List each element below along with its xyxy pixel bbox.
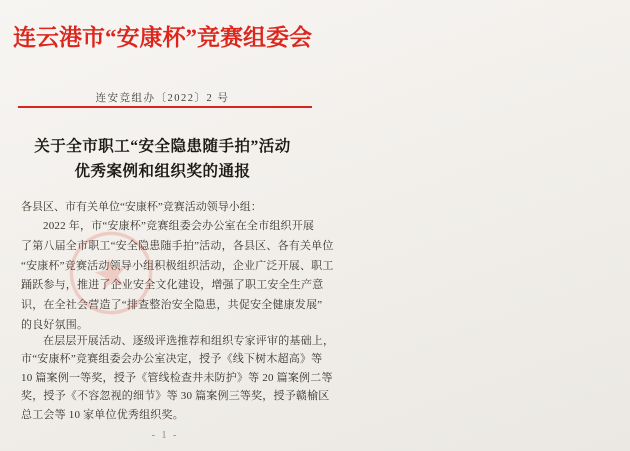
paragraph-2-line: 在层层开展活动、逐级评选推荐和组织专家评审的基础上， bbox=[43, 335, 335, 347]
paragraph-1-line: 识，在全社会营造了“排查整治安全隐患，共促安全健康发展” bbox=[21, 299, 323, 312]
document-title-line-1: 关于全市职工“安全隐患随手拍”活动 bbox=[34, 138, 291, 155]
paragraph-1 bbox=[21, 217, 334, 336]
paragraph-1-line: 2022 年，市“安康杯”竞赛组委会办公室在全市组织开展 bbox=[43, 220, 315, 232]
paragraph-2-line: 总工会等 10 家单位优秀组织奖。 bbox=[21, 408, 184, 421]
paragraph-2-line: 奖，授予《不容忽视的细节》等 30 篇案例三等奖，授予赣榆区 bbox=[21, 390, 330, 403]
red-header-org-title: 连云港市“安康杯”竞赛组委会 bbox=[13, 25, 312, 50]
document-number: 连安竞组办〔2022〕2 号 bbox=[95, 93, 230, 104]
paragraph-2-line: 市“安康杯”竞赛组委会办公室决定，授予《线下树木超高》等 bbox=[21, 353, 323, 366]
paragraph-2 bbox=[21, 332, 335, 424]
paragraph-1-line: 踊跃参与，推进了企业安全文化建设，增强了职工安全生产意 bbox=[21, 279, 324, 292]
page-2 bbox=[325, 0, 630, 451]
paragraph-2-line: 10 篇案例一等奖，授予《管线检查井未防护》等 20 篇案例二等 bbox=[21, 371, 333, 384]
paragraph-1-line: 的良好氛围。 bbox=[21, 318, 89, 331]
paragraph-1-line: 了第八届全市职工“安全隐患随手拍”活动，各县区、各有关单位 bbox=[21, 239, 334, 252]
page-number-1: - 1 - bbox=[151, 430, 179, 441]
red-header-divider bbox=[18, 106, 312, 108]
seal-bleedthrough bbox=[60, 222, 162, 324]
paragraph-1-line: “安康杯”竞赛活动领导小组积极组织活动，企业广泛开展、职工 bbox=[21, 259, 334, 272]
document-title bbox=[0, 135, 325, 184]
salutation: 各县区、市有关单位“安康杯”竞赛活动领导小组： bbox=[21, 201, 262, 213]
document-title-line-2: 优秀案例和组织奖的通报 bbox=[74, 162, 251, 180]
